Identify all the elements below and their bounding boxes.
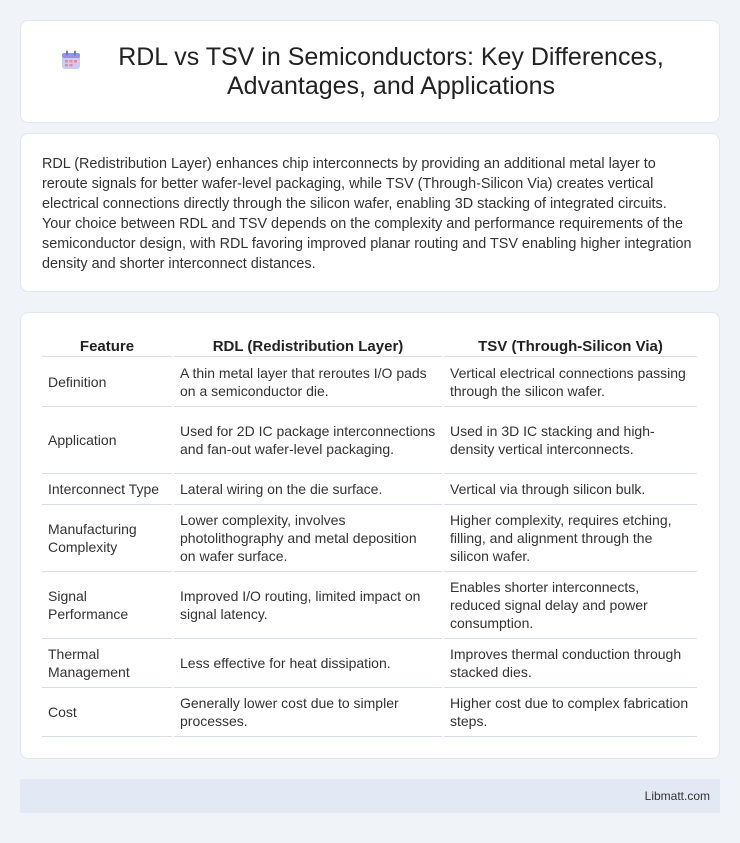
tsv-cell: Higher cost due to complex fabrication steps. [444, 688, 697, 737]
tsv-cell: Improves thermal conduction through stacked dies. [444, 639, 697, 688]
tsv-cell: Higher complexity, requires etching, filling, and alignment through the silicon wafer. [444, 505, 697, 572]
feature-cell: Cost [42, 688, 172, 737]
table-row [42, 639, 697, 688]
title-wrap [60, 43, 680, 101]
rdl-cell: Lateral wiring on the die surface. [174, 474, 442, 505]
header-tsv: TSV (Through-Silicon Via) [444, 333, 697, 357]
tsv-cell: Vertical electrical connections passing through the silicon wafer. [444, 357, 697, 407]
feature-cell: Application [42, 407, 172, 474]
tsv-cell: Used in 3D IC stacking and high-density vertical interconnects. [444, 407, 697, 474]
header-feature: Feature [42, 333, 172, 357]
rdl-cell: Used for 2D IC package interconnections and fan-out wafer-level packaging. [174, 407, 442, 474]
table-row [42, 572, 697, 639]
table-row [42, 688, 697, 737]
rdl-cell: Less effective for heat dissipation. [174, 639, 442, 688]
footer-site-link[interactable]: Libmatt.com [644, 789, 710, 803]
feature-cell: Definition [42, 357, 172, 407]
table-row [42, 505, 697, 572]
table-row [42, 357, 697, 407]
header-rdl: RDL (Redistribution Layer) [174, 333, 442, 357]
tsv-cell: Vertical via through silicon bulk. [444, 474, 697, 505]
rdl-cell: Lower complexity, involves photolithography and metal deposition on wafer surface. [174, 505, 442, 572]
intro-card [20, 133, 720, 292]
feature-cell: Interconnect Type [42, 474, 172, 505]
calendar-icon [60, 49, 82, 71]
tsv-cell: Enables shorter interconnects, reduced signal delay and power consumption. [444, 572, 697, 639]
table-header-row [42, 333, 697, 357]
page-title: RDL vs TSV in Semiconductors: Key Differences, Advantages, and Applications [118, 42, 664, 100]
feature-cell: Signal Performance [42, 572, 172, 639]
table-row [42, 407, 697, 474]
comparison-card [20, 312, 720, 759]
footer [20, 779, 720, 813]
feature-cell: Thermal Management [42, 639, 172, 688]
table-row [42, 474, 697, 505]
feature-cell: Manufacturing Complexity [42, 505, 172, 572]
comparison-table [40, 333, 699, 737]
intro-paragraph: RDL (Redistribution Layer) enhances chip interconnects by providing an additional metal layer to reroute signals for better wafer-level packaging, while TSV (Through-Silicon Via) creates vertical electrical connections directly through the silicon wafer, enabling 3D stacking of integrated circuits. Your choice between RDL and TSV depends on the complexity and performance requirements of the semiconductor design, with RDL favoring improved planar routing and TSV enabling higher integration density and shorter interconnect distances. [42, 156, 692, 272]
title-card [20, 20, 720, 123]
rdl-cell: Generally lower cost due to simpler processes. [174, 688, 442, 737]
rdl-cell: A thin metal layer that reroutes I/O pads on a semiconductor die. [174, 357, 442, 407]
rdl-cell: Improved I/O routing, limited impact on signal latency. [174, 572, 442, 639]
